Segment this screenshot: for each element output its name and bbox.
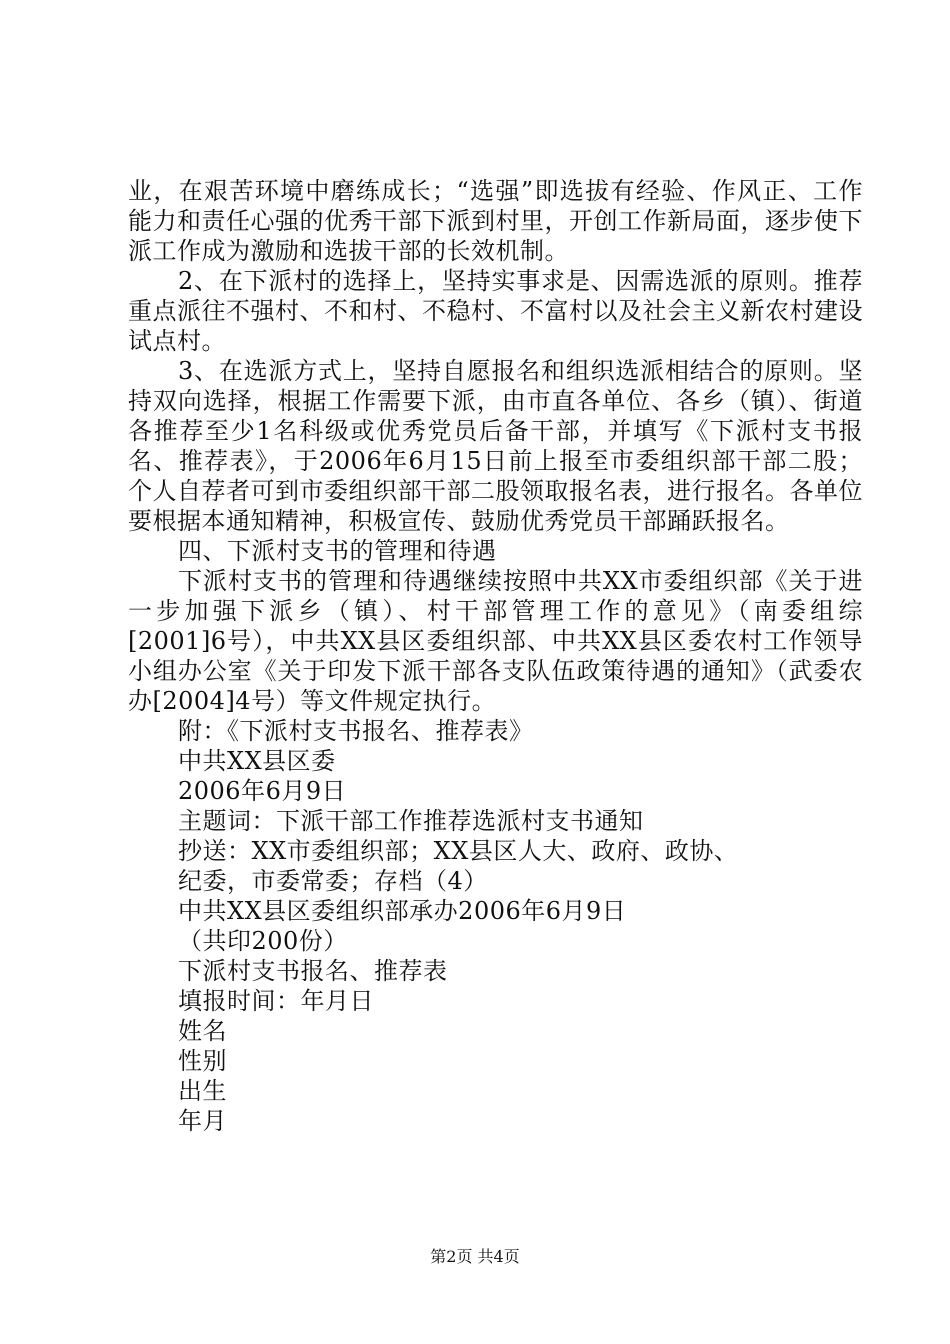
section-heading-4: 四、下派村支书的管理和待遇 bbox=[178, 537, 497, 565]
page-footer: 第2页 共4页 bbox=[430, 1247, 520, 1266]
paragraph-management: 下派村支书的管理和待遇继续按照中共XX市委组织部《关于进一步加强下派乡（镇）、村干部管理工作的意见》（南委组综[2001]6号），中共XX县区委组织部、中共XX县区委农村工作领导小组办公室《关于印发下派干部各支队伍政策待遇的通知》（武委农办[2004]4号）等文件规定执行。 bbox=[128, 567, 863, 715]
date-line: 2006年6月9日 bbox=[178, 777, 347, 805]
form-fill-date: 填报时间：年月日 bbox=[178, 987, 374, 1015]
form-title: 下派村支书报名、推荐表 bbox=[178, 957, 448, 985]
paragraph-continuation: 业，在艰苦环境中磨练成长；“选强”即选拔有经验、作风正、工作能力和责任心强的优秀干部下派到村里，开创工作新局面，逐步使下派工作成为激励和选拔干部的长效机制。 bbox=[128, 177, 863, 265]
cc-line-2: 纪委，市委常委；存档（4） bbox=[178, 867, 488, 895]
print-count: （共印200份） bbox=[178, 927, 348, 955]
issuer-line: 中共XX县区委 bbox=[178, 747, 336, 775]
document-body bbox=[128, 176, 863, 1136]
undertaker-line: 中共XX县区委组织部承办2006年6月9日 bbox=[178, 897, 627, 925]
subject-keywords: 主题词：下派干部工作推荐选派村支书通知 bbox=[178, 807, 644, 835]
form-field-yearmonth: 年月 bbox=[178, 1107, 227, 1135]
form-field-name: 姓名 bbox=[178, 1017, 227, 1045]
form-field-gender: 性别 bbox=[178, 1047, 227, 1075]
paragraph-item-3: 3、在选派方式上，坚持自愿报名和组织选派相结合的原则。坚持双向选择，根据工作需要下派，由市直各单位、各乡（镇）、街道各推荐至少1名科级或优秀党员后备干部，并填写《下派村支书报名、推荐表》，于2006年6月15日前上报至市委组织部干部二股；个人自荐者可到市委组织部干部二股领取报名表，进行报名。各单位要根据本通知精神，积极宣传、鼓励优秀党员干部踊跃报名。 bbox=[128, 357, 863, 535]
attachment-line: 附：《下派村支书报名、推荐表》 bbox=[178, 717, 534, 745]
cc-line-1: 抄送：XX市委组织部；XX县区人大、政府、政协、 bbox=[178, 837, 739, 865]
form-field-birth: 出生 bbox=[178, 1077, 227, 1105]
paragraph-item-2: 2、在下派村的选择上，坚持实事求是、因需选派的原则。推荐重点派往不强村、不和村、不稳村、不富村以及社会主义新农村建设试点村。 bbox=[128, 267, 863, 355]
